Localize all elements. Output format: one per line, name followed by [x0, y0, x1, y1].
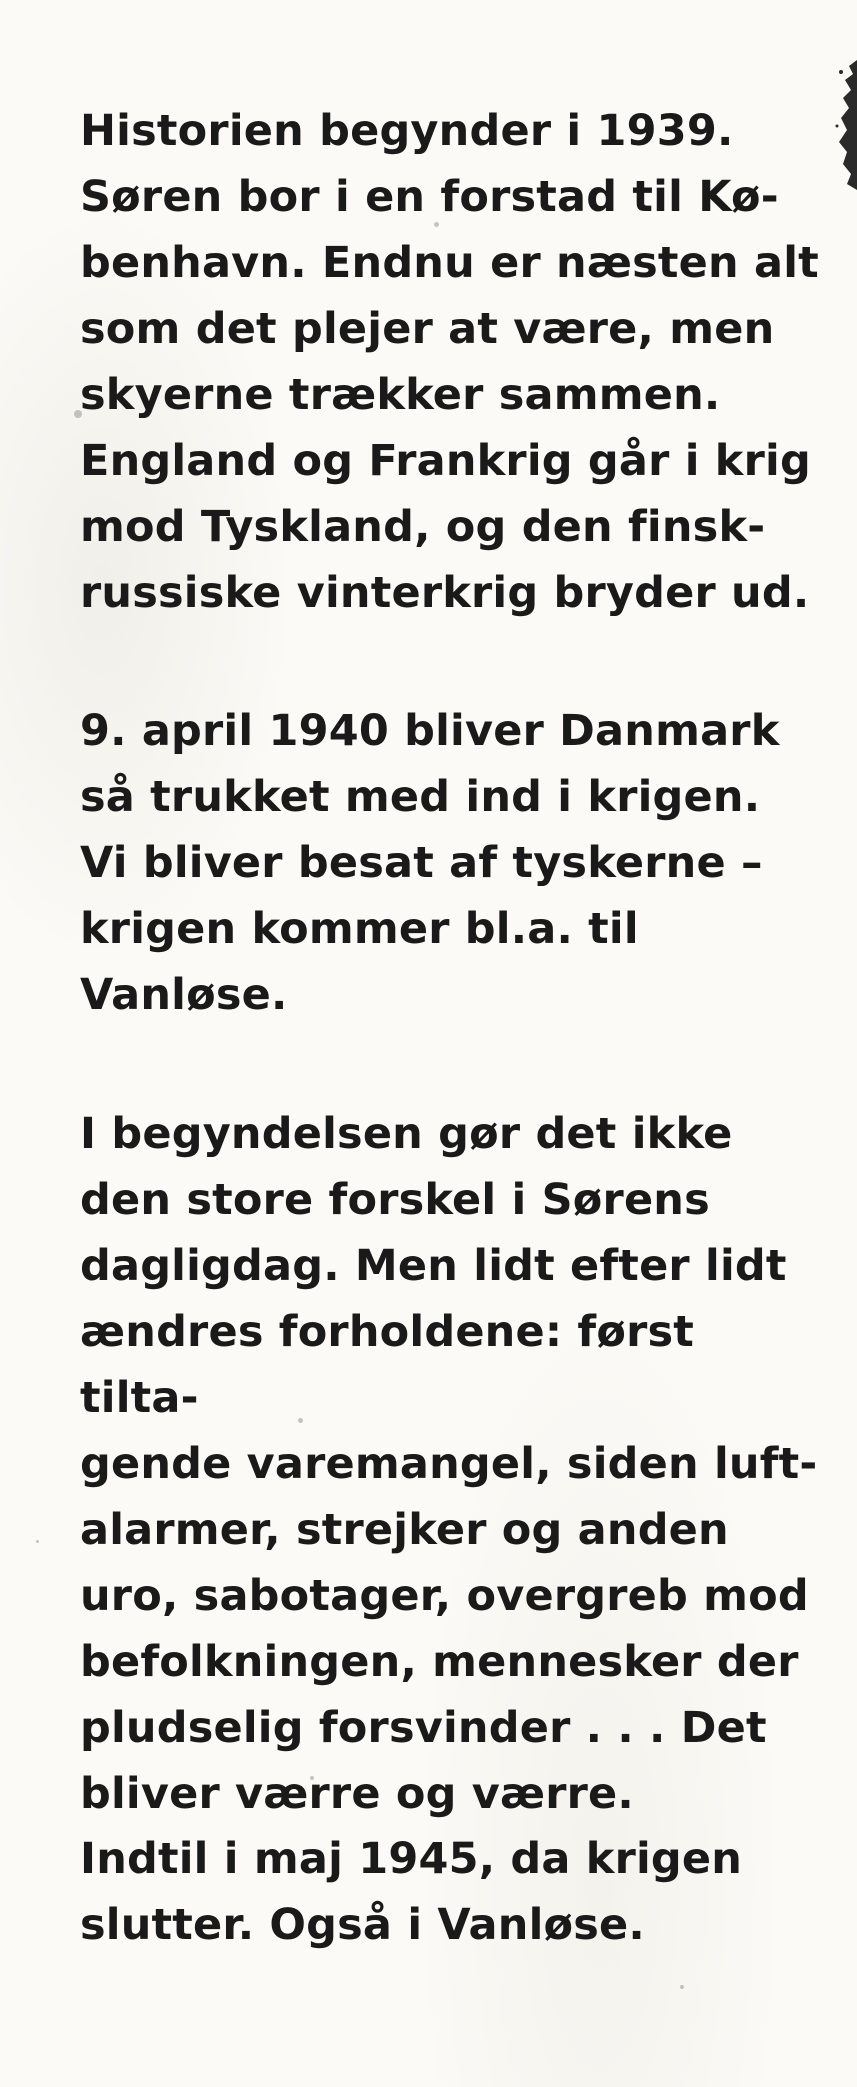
- paper-speck: [36, 1540, 39, 1543]
- paragraph-1: Historien begynder i 1939. Søren bor i en forstad til Kø- benhavn. Endnu er næsten alt som det plejer at være, men skyerne trækker sammen. England og Frankrig går i krig mod Tyskland, og den finsk- russiske vinterkrig bryder ud.: [80, 106, 819, 618]
- ink-stain-decoration: [827, 60, 857, 190]
- paper-speck: [680, 1985, 684, 1989]
- paragraph-2: 9. april 1940 bliver Danmark så trukket med ind i krigen. Vi bliver besat af tyskerne – krigen kommer bl.a. til Vanløse.: [80, 706, 780, 1020]
- paragraph-3: I begyndelsen gør det ikke den store forskel i Sørens dagligdag. Men lidt efter lidt ændres forholdene: først tilta- gende varemangel, siden luft- alarmer, strejker og anden uro, sabotager, overgreb mod befolkningen, mennesker der pludselig forsvinder . . . Det bliver værre og værre.: [80, 1109, 818, 1819]
- paragraph-4: Indtil i maj 1945, da krigen slutter. Også i Vanløse.: [80, 1834, 743, 1950]
